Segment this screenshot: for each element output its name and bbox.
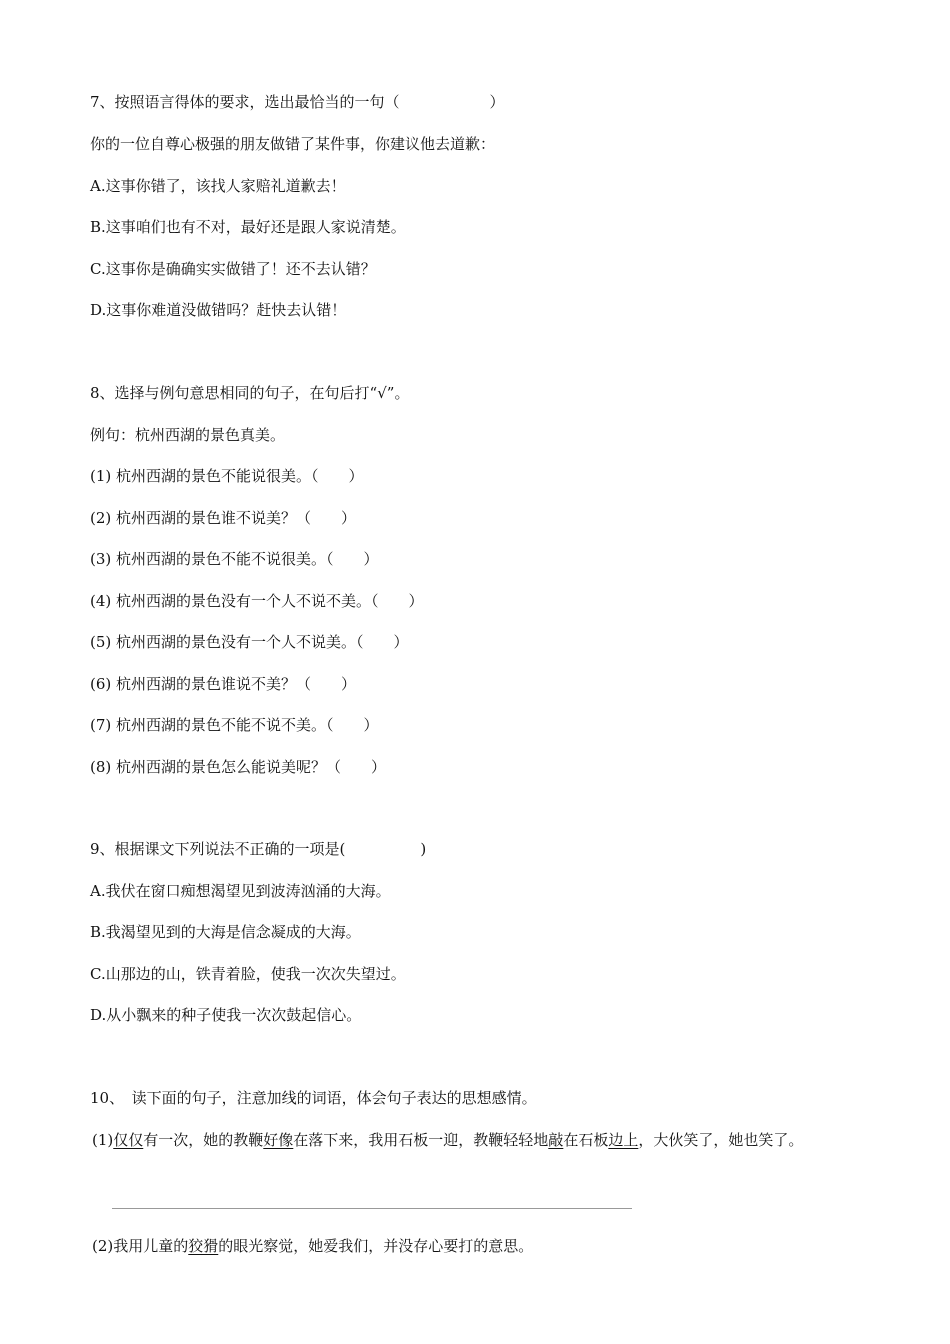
q10-s1-underlined-word: 仅仅 bbox=[113, 1131, 144, 1149]
q10-title: 10、 读下面的句子，注意加线的词语，体会句子表达的思想感情。 bbox=[90, 1089, 537, 1107]
q10-s1-underlined-word: 边上 bbox=[608, 1131, 639, 1149]
q8-item-4: (4) 杭州西湖的景色没有一个人不说不美。（ ） bbox=[90, 592, 424, 610]
q9-option-b: B.我渴望见到的大海是信念凝成的大海。 bbox=[90, 923, 361, 941]
q10-s2-underlined-word: 狡猾 bbox=[188, 1237, 219, 1255]
q10-sentence-1 bbox=[92, 1130, 872, 1150]
q10-answer-line[interactable] bbox=[112, 1208, 632, 1209]
q9-title: 9、根据课文下列说法不正确的一项是( ) bbox=[90, 840, 427, 858]
q8-item-3: (3) 杭州西湖的景色不能不说很美。（ ） bbox=[90, 550, 379, 568]
q9-option-c: C.山那边的山，铁青着脸，使我一次次失望过。 bbox=[90, 965, 406, 983]
q10-s1-text: (1) bbox=[92, 1131, 114, 1149]
q10-sentence-2 bbox=[92, 1236, 872, 1256]
q7-context: 你的一位自尊心极强的朋友做错了某件事，你建议他去道歉： bbox=[90, 135, 496, 153]
q9-option-d: D.从小飘来的种子使我一次次鼓起信心。 bbox=[90, 1006, 362, 1024]
q7-option-b: B.这事咱们也有不对，最好还是跟人家说清楚。 bbox=[90, 218, 406, 236]
q10-s1-underlined-word: 好像 bbox=[263, 1131, 294, 1149]
q10-s1-text: 有一次，她的教鞭 bbox=[143, 1131, 264, 1149]
q7-option-d: D.这事你难道没做错吗？赶快去认错！ bbox=[90, 301, 347, 319]
q8-example: 例句：杭州西湖的景色真美。 bbox=[90, 426, 286, 444]
q10-s1-text: 在落下来，我用石板一迎，教鞭轻轻地 bbox=[293, 1131, 549, 1149]
q8-item-5: (5) 杭州西湖的景色没有一个人不说美。（ ） bbox=[90, 633, 409, 651]
q10-s1-text: 在石板 bbox=[563, 1131, 609, 1149]
q10-s1-underlined-word: 敲 bbox=[548, 1131, 564, 1149]
q7-option-a: A.这事你错了，该找人家赔礼道歉去！ bbox=[90, 177, 346, 195]
q10-s2-text: 的眼光察觉，她爱我们，并没存心要打的意思。 bbox=[218, 1237, 534, 1255]
q8-item-1: (1) 杭州西湖的景色不能说很美。（ ） bbox=[90, 467, 364, 485]
q8-item-2: (2) 杭州西湖的景色谁不说美？（ ） bbox=[90, 509, 357, 527]
q9-option-a: A.我伏在窗口痴想渴望见到波涛汹涌的大海。 bbox=[90, 882, 391, 900]
q8-item-6: (6) 杭州西湖的景色谁说不美？（ ） bbox=[90, 675, 357, 693]
q10-s2-text: (2)我用儿童的 bbox=[92, 1237, 189, 1255]
q7-option-c: C.这事你是确确实实做错了！还不去认错？ bbox=[90, 260, 376, 278]
q8-title: 8、选择与例句意思相同的句子，在句后打“√”。 bbox=[90, 384, 410, 402]
q10-s1-text: ，大伙笑了，她也笑了。 bbox=[638, 1131, 804, 1149]
q8-item-8: (8) 杭州西湖的景色怎么能说美呢？（ ） bbox=[90, 758, 387, 776]
q8-item-7: (7) 杭州西湖的景色不能不说不美。（ ） bbox=[90, 716, 379, 734]
q7-title: 7、按照语言得体的要求，选出最恰当的一句（ ） bbox=[90, 93, 505, 111]
